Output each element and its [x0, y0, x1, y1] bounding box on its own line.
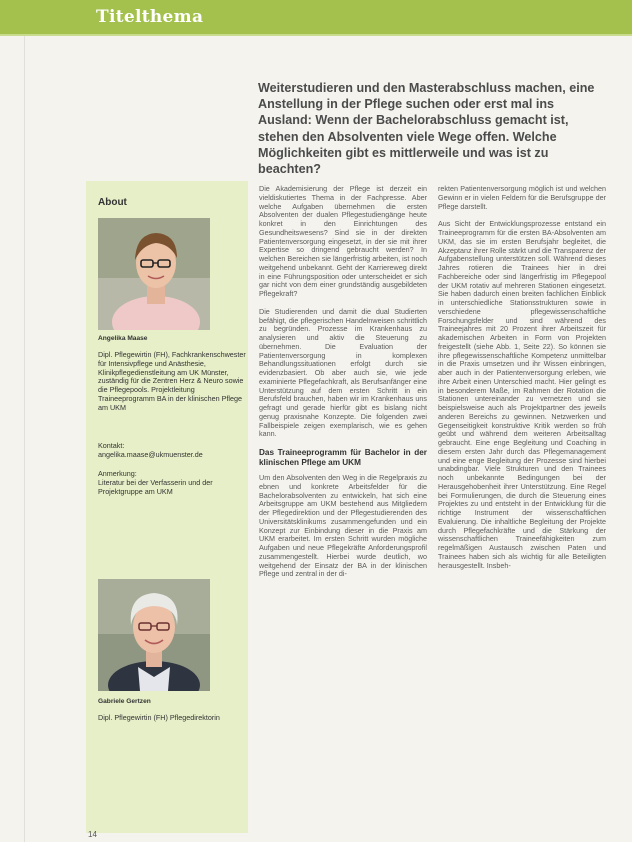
header-rule: [0, 34, 632, 36]
note-text: Literatur bei der Verfasserin und der Projektgruppe am UKM: [98, 478, 213, 496]
author-name-2: Gabriele Gertzen: [98, 698, 151, 705]
lead-paragraph: Weiterstudieren und den Masterabschluss machen, eine Anstellung in der Pflege suchen oder erst mal ins Ausland: Wenn der Bachelorabschluss gemacht ist, stehen den Absolventen viele Wege offen. Welche Möglichkeiten gibt es mittlerweile und was ist zu beachten?: [258, 81, 595, 177]
note-label: Anmerkung:: [98, 469, 137, 478]
body-paragraph: Die Akademisierung der Pflege ist derzeit ein vieldiskutiertes Thema in der Fachpresse. Aber welche Aufgaben übernehmen die ersten Absolventen der dualen Pflegestudiengänge heute konkret in den Einrichtungen des Gesundheitswesens? Sind sie in der direkten Patientenversorgung eingesetzt, in der sie mit ihrer Expertise so dringend gebraucht werden? In welchen Bereichen sie längerfristig arbeiten, ist noch weitgehend unbekannt. Geht der Karriereweg direkt in eine Führungsposition oder unterscheidet er sich gar nicht von dem einer grundständig ausgebildeten Pflegekraft?: [259, 184, 427, 298]
contact-email-link[interactable]: angelika.maase@ukmuenster.de: [98, 450, 203, 459]
section-header-bar: [0, 0, 632, 36]
page-number: 14: [88, 830, 97, 839]
subheading: Das Traineeprogramm für Bachelor in der klinischen Pflege am UKM: [259, 448, 427, 467]
author-bio-2: Dipl. Pflegewirtin (FH) Pflegedirektorin: [98, 713, 220, 722]
sidebar-heading: About: [98, 197, 127, 208]
body-paragraph: rekten Patientenversorgung möglich ist und welchen Gewinn er in vielen Feldern für die Berufsgruppe der Pflege darstellt.: [438, 184, 606, 211]
author-name-1: Angelika Maase: [98, 335, 148, 342]
page-gutter-line: [24, 0, 25, 842]
contact-label: Kontakt:: [98, 441, 125, 450]
author-bio-1: Dipl. Pflegewirtin (FH), Fachkrankenschwester für Intensivpflege und Anästhesie, Klinikpflegedienstleitung am UK Münster, zuständig für die Zentren Herz & Neuro sowie die Pflegepools. Projektleitung Traineeprogramm BA in der klinischen Pflege am UKM: [98, 350, 246, 412]
author-photo-2: [98, 579, 210, 691]
author-photo-1: [98, 218, 210, 330]
body-paragraph: Aus Sicht der Entwicklungsprozesse entstand ein Traineeprogramm für die ersten BA-Absolventen am UKM, das sie im ersten Berufsjahr begleitet, die Akzeptanz ihrer Rolle stärkt und die Transparenz der Aufgabenstellung unterstützen soll. Während dieses Jahres rotieren die Trainees hier in drei Fachbereiche oder sind längerfristig im Pflegepool der UKM rotativ auf mehreren Stationen eingesetzt. Sie haben dadurch einen breiten fachlichen Einblick in unterschiedliche Stationsstrukturen sowie in verschiedene pflegewissenschaftliche Forschungsfelder und sind während des Traineejahres mit 20 Prozent ihrer Arbeitszeit für akademischen Arbeiten in Form von Projekten freigestellt (siehe Abb. 1, Seite 22). So können sie ihre pflegewissenschaftliche Kompetenz unmittelbar in die Praxis umsetzen und ihr Wissen einbringen, aber auch in der Patientenversorgung erleben, wie ihre Arbeit einen Unterschied macht. Hier gelingt es in besonderem Maße, im Rahmen der Rotation die Stationen untereinander zu vernetzen und sie beispielsweise auch als Projektpartner des jeweils anderen Bereichs zu gewinnen. Netzwerken und Gegenseitigkeit konstruktive Kritik werden so früh geübt und während dem weiteren Arbeitsalltag gebraucht. Eine enge Begleitung und Coaching in diesem ersten Jahr durch das Pflegemanagement und eine enge Begleitung der Prozesse sind hierbei unabdingbar. Viele Strukturen und den Trainees noch unbekannte Bedingungen bei der Herausgehobenheit ihrer Unterstützung. Eine Regel bei Formulierungen, die durch die Steuerung eines Projektes zu und entsteht in der Entwicklung für die richtige Instrument der wissenschaftlichen Evaluierung. Die inhaltliche Begleitung der Projekte durch Pflegefachkräfte und die Stärkung der wissenschaftlichen Traineefähigkeiten zum regelmäßigen Austausch zwischen Paten und Trainees haben sich als wichtig für alle Beteiligten herausgestellt. Insbeh-: [438, 219, 606, 570]
section-title: Titelthema: [96, 7, 204, 27]
body-paragraph: Die Studierenden und damit die dual Studierten befähigt, die pflegerischen Handelnweisen schrittlich zu begründen. Prozesse im Krankenhaus zu analysieren und aktiv die Steuerung zu übernehmen. Die Evaluation der Patientenversorgung in komplexen Behandlungssituationen erfolgt durch sie evidenzbasiert. Ob aber auch sie, wie jede examinierte Pflegefachkraft, als Berufsanfänger eine Unterstützung auf dem ersten Schritt in ein Berufsfeld brauchen, haben wir im Krankenhaus uns gefragt und gerade hierfür gibt es bislang nicht genug praxisnahe Konzepte. Die folgenden zwei Fallbeispiele zeigen exemplarisch, wie es gehen kann.: [259, 306, 427, 439]
text-column-2: [438, 185, 606, 579]
text-column-1: [259, 185, 427, 588]
about-sidebar: [86, 181, 248, 833]
body-paragraph: Um den Absolventen den Weg in die Regelpraxis zu ebnen und konkrete Arbeitsfelder für die Bachelorabsolventen zu entwickeln, hat sich eine Arbeitsgruppe am UKM bestehend aus Mitgliedern der Pflegedirektion und der Pflegestudierenden des Universitätsklinikums zusammengefunden und ein Konzept zur Einbindung dieser in die Praxis am UKM erarbeitet. Im ersten Schritt wurden mögliche Aufgaben und neue Pflegekräfte Anforderungsprofil zusammengestellt. Hierbei wurde deutlich, wo weitgehend der Einsatz der BA in der klinischen Pflege und zentral in der di-: [259, 473, 427, 579]
